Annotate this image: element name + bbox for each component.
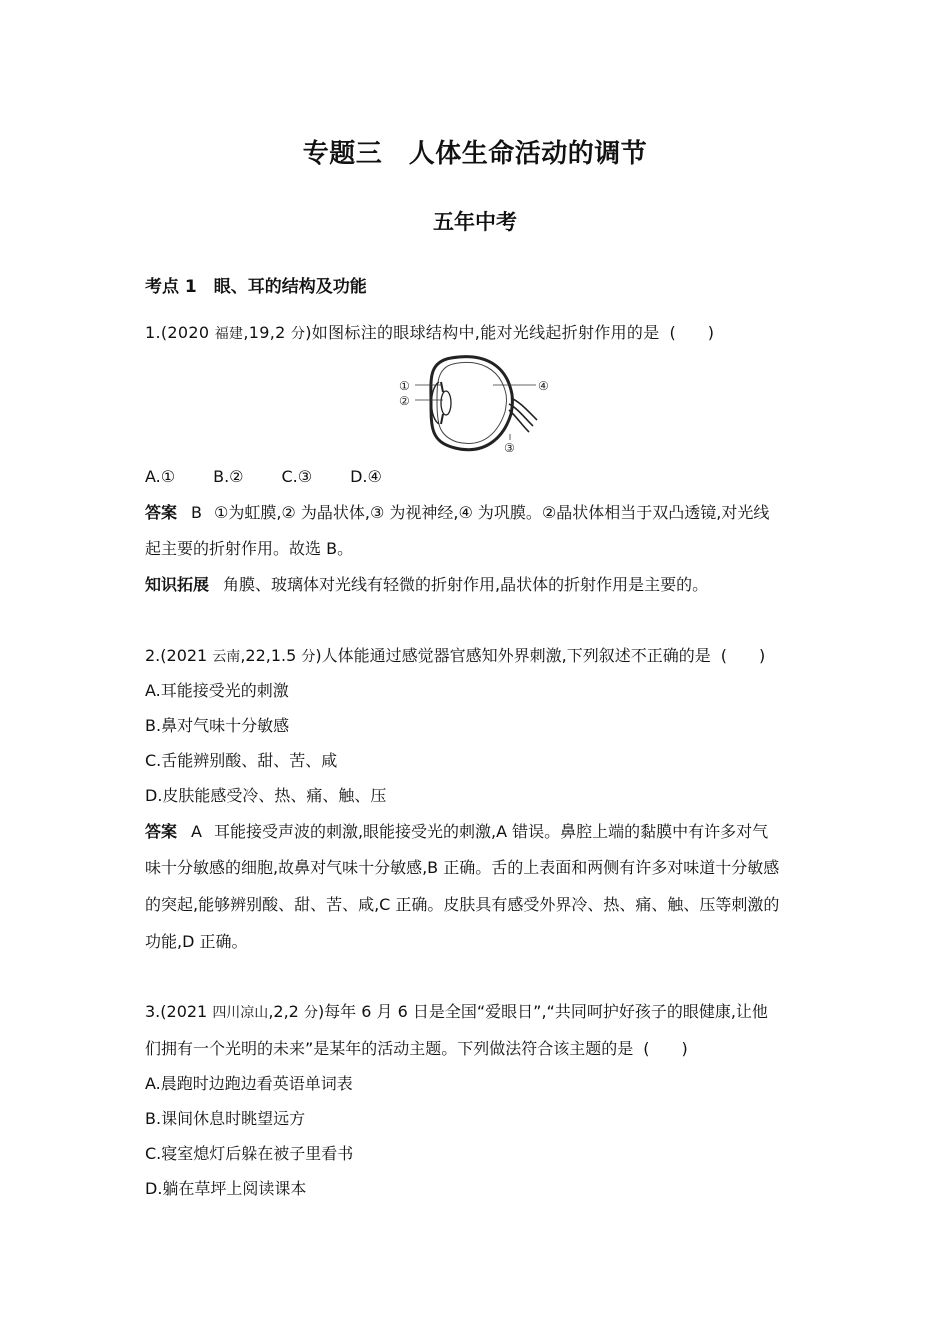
question-3-stem-line2: 们拥有一个光明的未来”是某年的活动主题。下列做法符合该主题的是 ( ) [145,1039,688,1058]
option-a: A.晨跑时边跑边看英语单词表 [145,1074,353,1093]
question-1-answer: 答案 B ①为虹膜,② 为晶状体,③ 为视神经,④ 为巩膜。②晶状体相当于双凸透镜,对光线 [145,503,770,522]
question-1-stem: 1.(2020 福建,19,2 分)如图标注的眼球结构中,能对光线起折射作用的是 ( ) [145,323,714,342]
option-c: C.寝室熄灯后躲在被子里看书 [145,1144,354,1163]
iris [441,382,443,392]
question-2-explanation-line: 的突起,能够辨别酸、甜、苦、咸,C 正确。皮肤具有感受外界冷、热、痛、触、压等刺激的 [145,895,780,914]
page-title: 专题三 人体生命活动的调节 [302,139,648,169]
option-d: D.皮肤能感受冷、热、痛、触、压 [145,786,387,805]
option-c: C.舌能辨别酸、甜、苦、咸 [145,751,338,770]
retina-line [437,362,507,443]
option-d: D.躺在草坪上阅读课本 [145,1179,307,1198]
lens [441,391,451,415]
figure-label-2: ② [399,394,410,408]
option-a: A.① [145,467,176,486]
eyeball-diagram [393,352,558,454]
question-3-stem: 3.(2021 四川凉山,2,2 分)每年 6 月 6 日是全国“爱眼日”,“共同呵护好孩子的眼健康,让他 [145,1002,768,1021]
figure-label-1: ① [399,379,410,393]
option-a: A.耳能接受光的刺激 [145,681,289,700]
question-1-extension: 知识拓展 角膜、玻璃体对光线有轻微的折射作用,晶状体的折射作用是主要的。 [145,575,709,594]
figure-label-3: ③ [504,441,515,454]
topic-heading: 考点 1 眼、耳的结构及功能 [145,277,367,297]
option-b: B.课间休息时眺望远方 [145,1109,306,1128]
question-2-stem: 2.(2021 云南,22,1.5 分)人体能通过感觉器官感知外界刺激,下列叙述不正确的是 ( ) [145,646,766,665]
question-1-explanation-line: 起主要的折射作用。故选 B。 [145,539,354,558]
question-1-options [145,469,420,485]
option-b: B.② [213,467,244,486]
option-b: B.鼻对气味十分敏感 [145,716,290,735]
option-c: C.③ [281,467,313,486]
figure-label-4: ④ [538,379,549,393]
question-2-explanation-line: 功能,D 正确。 [145,932,248,951]
option-d: D.④ [350,467,382,486]
question-2-explanation-line: 味十分敏感的细胞,故鼻对气味十分敏感,B 正确。舌的上表面和两侧有许多对味道十分敏感 [145,858,780,877]
section-title: 五年中考 [433,210,517,234]
question-2-answer: 答案 A 耳能接受声波的刺激,眼能接受光的刺激,A 错误。鼻腔上端的黏膜中有许多对气 [145,822,769,841]
